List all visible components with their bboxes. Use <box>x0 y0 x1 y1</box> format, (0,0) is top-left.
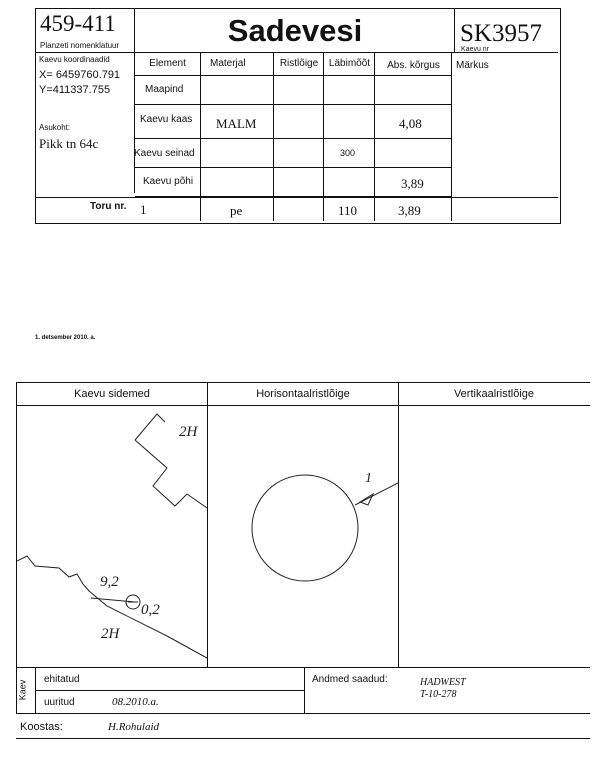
col-header-diameter: Läbimõõt <box>328 58 371 69</box>
pipe-number-label: 1 <box>365 471 372 486</box>
map-number-label: Planzeti nomenklatuur <box>40 41 120 50</box>
coords-label: Kaevu koordinaadid <box>39 55 110 64</box>
row-element: Kaevu põhi <box>143 176 194 187</box>
distance-label: 0,2 <box>141 602 160 618</box>
coord-x: X= 6459760.791 <box>39 69 121 81</box>
col-divider <box>451 53 452 221</box>
horizontal-section-sketch <box>208 406 398 667</box>
col-header-material: Materjal <box>210 58 246 69</box>
remarks-header: Märkus <box>456 60 489 71</box>
site-sketch <box>17 406 207 667</box>
pipe-material: pe <box>230 203 243 218</box>
surveyed-label: uuritud <box>44 697 75 708</box>
location-label: Asukoht: <box>39 123 71 132</box>
col-divider <box>374 53 375 221</box>
col-title-vertical: Vertikaalristlõige <box>453 388 535 400</box>
sheet-top-line <box>16 382 590 383</box>
pipe-height: 3,89 <box>398 203 421 218</box>
distance-label: 9,2 <box>100 574 119 590</box>
data-from-line1: HADWEST <box>420 677 466 688</box>
pipe-diameter: 110 <box>338 203 358 218</box>
well-id-label: Kaevu nr <box>461 46 490 53</box>
pipe-label: Toru nr. <box>90 201 127 212</box>
well-id: SK3957 <box>460 20 542 47</box>
footer-side-divider <box>35 668 36 714</box>
pipe-row-line <box>36 197 558 198</box>
col-title-connections: Kaevu sidemed <box>74 388 150 400</box>
col-divider <box>273 53 274 221</box>
data-from-line2: T-10-278 <box>420 689 457 700</box>
location-value: Pikk tn 64c <box>39 136 99 151</box>
footer-side-label: Kaev <box>17 679 28 701</box>
date-note: 1. detsember 2010. a. <box>35 335 96 341</box>
col-header-cross: Ristlõige <box>279 58 319 69</box>
footer-bottom-line <box>16 713 590 714</box>
data-from-label: Andmed saadud: <box>312 674 388 685</box>
sheet-col-divider <box>398 382 399 667</box>
row-height: 3,89 <box>401 176 424 191</box>
house-label-top: 2H <box>179 424 198 440</box>
col-divider <box>323 53 324 221</box>
compiled-underline <box>16 738 590 739</box>
row-element: Maapind <box>145 84 184 95</box>
row-element: Kaevu seinad <box>134 148 195 159</box>
col-title-horizontal: Horisontaalristlõige <box>256 388 350 400</box>
coord-y: Y=411337.755 <box>39 84 111 96</box>
footer-mid-divider <box>304 668 305 714</box>
pipe-number: 1 <box>140 202 147 217</box>
footer-row-line <box>36 690 305 691</box>
page-title: Sadevesi <box>227 13 363 48</box>
row-material: MALM <box>216 116 257 131</box>
compiled-value: H.Rohulaid <box>108 721 160 733</box>
row-element: Kaevu kaas <box>140 114 193 125</box>
row-diameter: 300 <box>340 148 356 158</box>
surveyed-value: 08.2010.a. <box>112 696 159 708</box>
compiled-label: Koostas: <box>20 721 63 733</box>
built-label: ehitatud <box>44 674 80 685</box>
col-header-element: Element <box>149 58 186 69</box>
col-header-height: Abs. kõrgus <box>387 60 440 71</box>
map-number: 459-411 <box>40 11 116 36</box>
house-label-bottom: 2H <box>101 626 120 642</box>
row-height: 4,08 <box>399 116 422 131</box>
col-divider <box>200 53 201 221</box>
